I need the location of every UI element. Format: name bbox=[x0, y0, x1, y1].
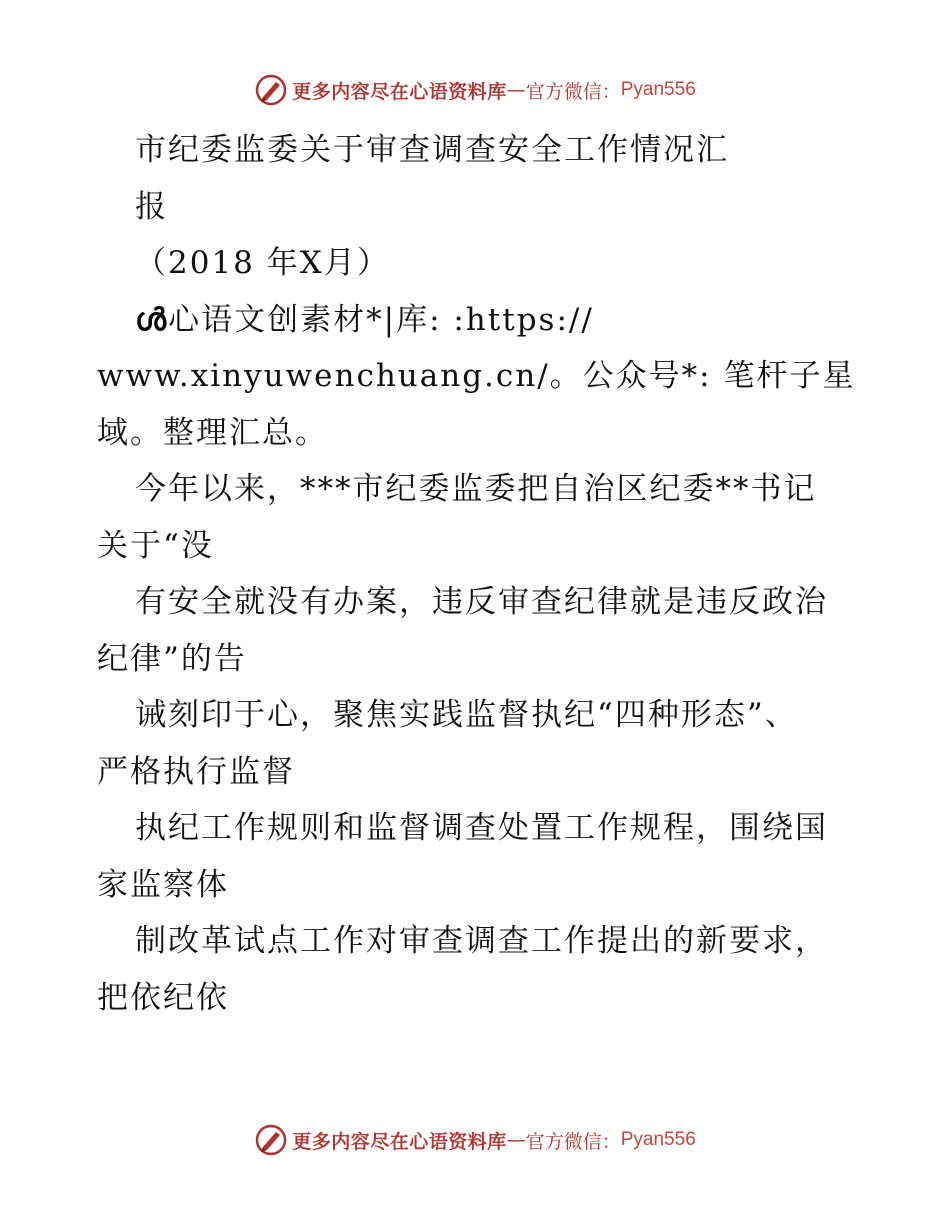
paragraph-4-line-1: 执纪工作规则和监督调查处置工作规程，围绕国 bbox=[135, 810, 828, 846]
flourish-icon: ൾ bbox=[135, 301, 169, 338]
banner-wechat-handle: Pyan556 bbox=[620, 79, 696, 100]
banner-wechat-label: 官方微信： bbox=[525, 1130, 621, 1153]
paragraph-1-line-1: 今年以来，***市纪委监委把自治区纪委**书记 bbox=[135, 471, 817, 507]
paragraph-4-line-2: 家监察体 bbox=[97, 866, 229, 903]
document-title-line-2: 报 bbox=[135, 188, 168, 225]
document-title-line-1: 市纪委监委关于审查调查安全工作情况汇 bbox=[135, 132, 729, 168]
paragraph-3-line-1: 诫刻印于心，聚焦实践监督执纪“四种形态”、 bbox=[135, 697, 798, 733]
pen-logo-icon bbox=[254, 1123, 288, 1157]
header-watermark bbox=[0, 70, 950, 110]
banner-lead-text: 更多内容尽在心语资料库 bbox=[292, 1130, 507, 1153]
document-date: （2018 年X月） bbox=[135, 245, 390, 281]
source-line-1 bbox=[97, 292, 857, 349]
banner-dash: — bbox=[506, 1129, 526, 1151]
document-body bbox=[97, 122, 857, 1026]
paragraph-2-line-1: 有安全就没有办案，违反审查纪律就是违反政治 bbox=[135, 584, 828, 620]
paragraph-1-line-2: 关于“没 bbox=[97, 527, 214, 564]
banner-wechat-label: 官方微信： bbox=[525, 80, 621, 103]
banner-wechat-handle: Pyan556 bbox=[620, 1129, 696, 1150]
source-line-2: www.xinyuwenchuang.cn/。公众号*: 笔杆子星 bbox=[97, 358, 856, 394]
banner-lead-text: 更多内容尽在心语资料库 bbox=[292, 80, 507, 103]
paragraph-5-line-1: 制改革试点工作对审查调查工作提出的新要求， bbox=[135, 923, 828, 959]
paragraph-2-line-2: 纪律”的告 bbox=[97, 640, 247, 677]
source-text-1: 心语文创素材*|库: :https:// bbox=[168, 301, 594, 338]
paragraph-3-line-2: 严格执行监督 bbox=[97, 753, 295, 790]
banner-dash: — bbox=[506, 79, 526, 101]
paragraph-5-line-2: 把依纪依 bbox=[97, 979, 229, 1016]
footer-watermark bbox=[0, 1120, 950, 1160]
source-line-3: 域。整理汇总。 bbox=[97, 414, 328, 451]
pen-logo-icon bbox=[254, 73, 288, 107]
